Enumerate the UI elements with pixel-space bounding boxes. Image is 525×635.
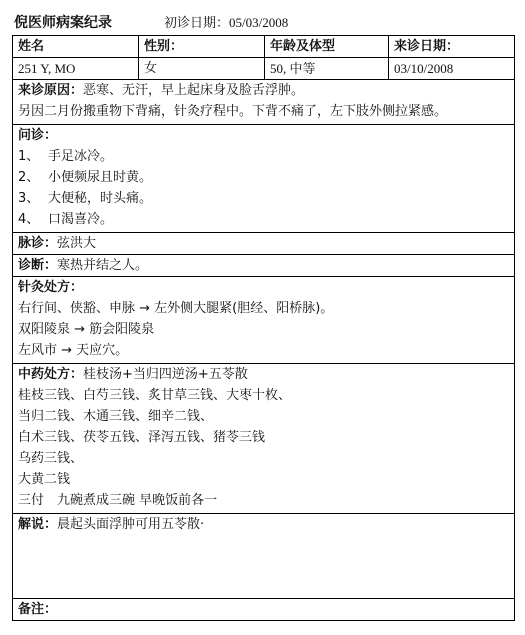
- record-table: [12, 35, 515, 621]
- herbal-line: 当归二钱、木通三钱、细辛二钱、: [18, 409, 214, 424]
- complaint-line-1: [18, 80, 509, 101]
- diagnosis-text: 寒热并结之人。: [57, 258, 149, 273]
- complaint-row: [13, 80, 515, 125]
- inquiry-item: [18, 209, 509, 230]
- explanation-text: 晨起头面浮肿可用五苓散·: [57, 517, 205, 532]
- inquiry-item-text: 手足冰冷。: [48, 149, 114, 164]
- record-title: 倪医师病案纪录: [14, 15, 112, 31]
- acupuncture-label: 针灸处方：: [18, 280, 84, 295]
- complaint-line-2: 另因二月份搬重物下背痛，针灸疗程中。下背不痛了，左下肢外侧拉紧感。: [18, 104, 448, 119]
- visit-date-value: 03/10/2008: [389, 58, 515, 80]
- visit-date-header: 来诊日期：: [389, 36, 515, 58]
- herbal-header-line: [18, 364, 509, 385]
- remarks-row: [13, 599, 515, 621]
- complaint-label: 来诊原因：: [18, 83, 84, 98]
- pulse-row: [13, 233, 515, 255]
- herbal-line: 大黄二钱: [18, 472, 71, 487]
- inquiry-item: [18, 146, 509, 167]
- age-build-value: 50, 中等: [265, 58, 389, 80]
- explanation-row: [13, 514, 515, 599]
- acupuncture-line: 双阳陵泉 → 筋会阳陵泉: [18, 322, 155, 337]
- first-visit-label: 初诊日期：: [164, 16, 230, 31]
- herbal-line: 桂枝三钱、白芍三钱、炙甘草三钱、大枣十枚、: [18, 388, 292, 403]
- remarks-label: 备注：: [18, 602, 58, 617]
- gender-header: 性别：: [139, 36, 265, 58]
- gender-value: 女: [139, 58, 265, 80]
- name-header: 姓名: [13, 36, 139, 58]
- diagnosis-label: 诊断：: [18, 258, 58, 273]
- herbal-line: 白术三钱、茯苓五钱、泽泻五钱、猪苓三钱: [18, 430, 266, 445]
- herbal-label: 中药处方：: [18, 367, 84, 382]
- inquiry-item-text: 大便秘，时头痛。: [48, 191, 153, 206]
- acupuncture-line: 左风市 → 天应穴。: [18, 343, 129, 358]
- complaint-text: 恶寒、无汗，早上起床身及脸舌浮肿。: [83, 83, 305, 98]
- pulse-label: 脉诊：: [18, 236, 58, 251]
- inquiry-item-number: 3、: [18, 191, 40, 206]
- first-visit: [164, 12, 288, 35]
- acupuncture-row: [13, 277, 515, 364]
- name-value: 251 Y, MO: [13, 58, 139, 80]
- inquiry-item-text: 小便频尿且时黄。: [48, 170, 153, 185]
- inquiry-row: [13, 125, 515, 233]
- explanation-label: 解说：: [18, 517, 58, 532]
- inquiry-item: [18, 188, 509, 209]
- acupuncture-line: 右行间、侠豁、申脉 → 左外侧大腿紧(胆经、阳桥脉)。: [18, 301, 334, 316]
- herbal-formula: 桂枝汤+当归四逆汤+五苓散: [83, 367, 248, 382]
- inquiry-label: 问诊：: [18, 128, 58, 143]
- herbal-line: 三付 九碗煮成三碗 早晚饭前各一: [18, 493, 218, 508]
- inquiry-item-number: 1、: [18, 149, 40, 164]
- herbal-line: 乌药三钱、: [18, 451, 84, 466]
- info-header-row: [13, 36, 515, 58]
- info-value-row: [13, 58, 515, 80]
- first-visit-date: 05/03/2008: [229, 15, 289, 30]
- diagnosis-row: [13, 255, 515, 277]
- inquiry-item: [18, 167, 509, 188]
- inquiry-item-number: 4、: [18, 212, 40, 227]
- explanation-line: [18, 514, 509, 535]
- inquiry-item-text: 口渴喜冷。: [48, 212, 114, 227]
- age-build-header: 年龄及体型: [265, 36, 389, 58]
- pulse-text: 弦洪大: [57, 236, 97, 251]
- herbal-row: [13, 364, 515, 514]
- inquiry-item-number: 2、: [18, 170, 40, 185]
- record-header: [14, 12, 514, 34]
